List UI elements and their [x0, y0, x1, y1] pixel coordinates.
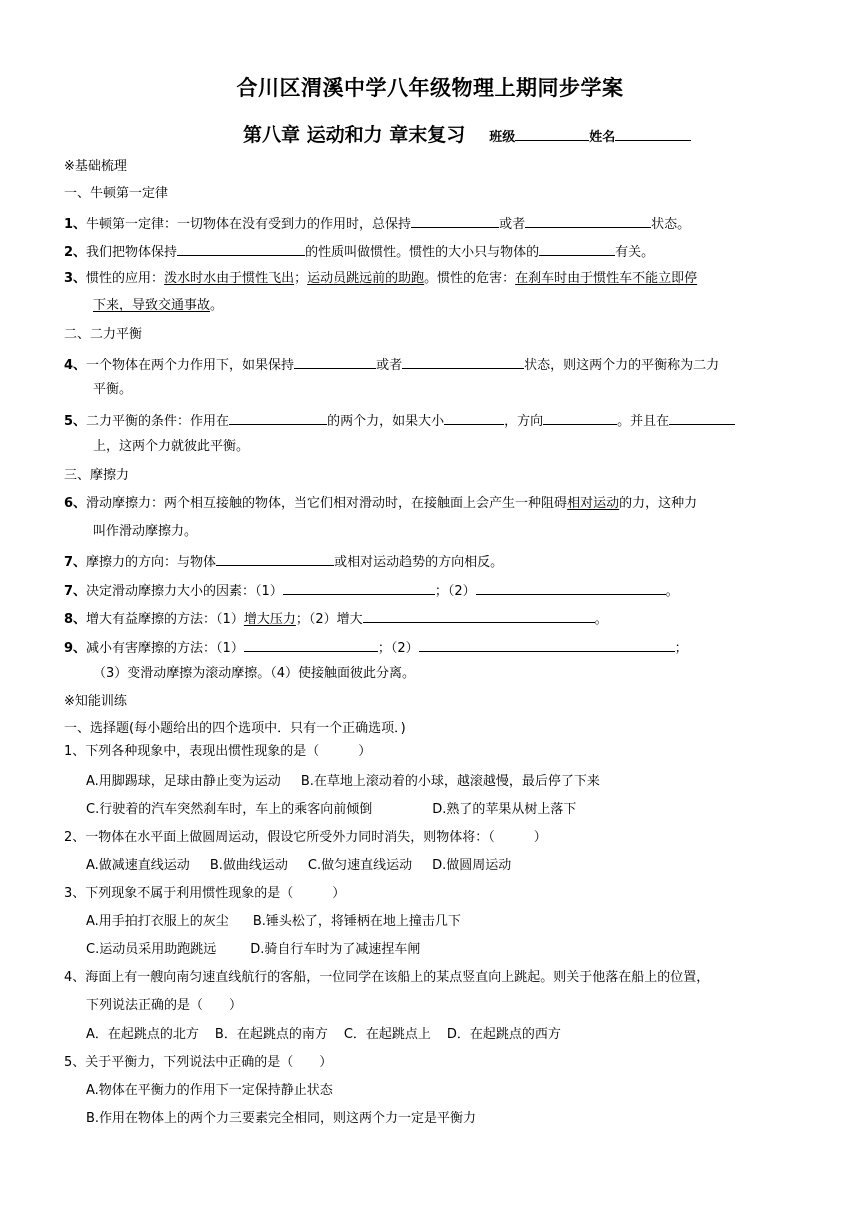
- question-9: 9、减小有害摩擦的方法：（1） ；（2） ；: [64, 637, 688, 658]
- choice-4-row: [86, 1026, 561, 1044]
- answer-blank[interactable]: [283, 580, 435, 595]
- class-label: 班级: [489, 130, 516, 145]
- part-heading-newton: 一、牛顿第一定律: [64, 186, 169, 201]
- question-5-cont: 上，这两个力就彼此平衡。: [93, 439, 250, 454]
- choice-2-stem: 2、一物体在水平面上做圆周运动，假设它所受外力同时消失，则物体将：（ ）: [64, 830, 547, 845]
- name-blank[interactable]: [615, 126, 691, 141]
- basic-heading: ※基础梳理: [64, 159, 127, 174]
- name-label: 姓名: [589, 130, 616, 145]
- answer-blank[interactable]: [177, 241, 305, 256]
- choice-5-option-a[interactable]: A.物体在平衡力的作用下一定保持静止状态: [86, 1083, 333, 1098]
- option-d[interactable]: D．在起跳点的西方: [446, 1027, 561, 1042]
- part-heading-friction: 三、摩擦力: [64, 468, 130, 483]
- question-2: 2、我们把物体保持 的性质叫做惯性。惯性的大小只与物体的 有关。: [64, 241, 654, 262]
- option-b[interactable]: B.锤头松了，将锤柄在地上撞击几下: [252, 914, 461, 929]
- answer-blank[interactable]: [363, 608, 595, 623]
- part-heading-choice: 一、选择题(每小题给出的四个选项中．只有一个正确选项．): [64, 721, 406, 736]
- answer-blank[interactable]: [294, 354, 376, 369]
- option-b[interactable]: B．在起跳点的南方: [214, 1027, 328, 1042]
- choice-3-stem: 3、下列现象不属于利用惯性现象的是（ ）: [64, 886, 346, 901]
- question-3-cont: 下来，导致交通事故。: [93, 298, 224, 313]
- answer-blank[interactable]: [411, 213, 499, 228]
- training-heading: ※知能训练: [64, 694, 127, 709]
- question-6-cont: 叫作滑动摩擦力。: [93, 524, 198, 539]
- answer-blank[interactable]: [244, 637, 378, 652]
- question-7: 7、摩擦力的方向：与物体 或相对运动趋势的方向相反。: [64, 551, 503, 572]
- choice-5-stem: 5、关于平衡力，下列说法中正确的是（ ）: [64, 1055, 333, 1070]
- answer-blank[interactable]: [402, 354, 524, 369]
- page-title: 合川区渭溪中学八年级物理上期同步学案: [236, 76, 624, 100]
- class-blank[interactable]: [515, 126, 589, 141]
- option-a[interactable]: A．在起跳点的北方: [86, 1027, 199, 1042]
- question-9-cont: （3）变滑动摩擦为滚动摩擦。（4）使接触面彼此分离。: [93, 666, 416, 681]
- option-b[interactable]: B.做曲线运动: [209, 858, 288, 873]
- choice-4-stem: 4、海面上有一艘向南匀速直线航行的客船，一位同学在该船上的某点竖直向上跳起。则关于他落在船上的位置，: [64, 970, 710, 985]
- choice-3-row2: [86, 941, 420, 959]
- answer-blank[interactable]: [543, 410, 617, 425]
- question-5: 5、二力平衡的条件：作用在 的两个力，如果大小 ，方向 。并且在: [64, 410, 735, 431]
- option-d[interactable]: D.做圆周运动: [432, 858, 512, 873]
- choice-3-row1: [86, 913, 461, 931]
- question-4-cont: 平衡。: [93, 382, 133, 397]
- answer-blank[interactable]: [539, 241, 615, 256]
- question-8: 8、增大有益摩擦的方法：（1）增大压力；（2）增大 。: [64, 608, 608, 629]
- option-a[interactable]: A.用脚踢球，足球由静止变为运动: [86, 774, 281, 789]
- option-c[interactable]: C.行驶着的汽车突然刹车时，车上的乘客向前倾倒: [86, 802, 373, 817]
- option-b[interactable]: B.在草地上滚动着的小球，越滚越慢，最后停了下来: [300, 774, 600, 789]
- part-heading-balance: 二、二力平衡: [64, 327, 143, 342]
- question-3: 3、惯性的应用：泼水时水由于惯性飞出；运动员跳远前的助跑。惯性的危害：在刹车时由于惯性车不能立即停: [64, 271, 698, 286]
- choice-1-row2: [86, 801, 576, 819]
- question-6: 6、滑动摩擦力：两个相互接触的物体，当它们相对滑动时，在接触面上会产生一种阻碍相对运动的力，这种力: [64, 496, 698, 511]
- choice-5-option-b[interactable]: B.作用在物体上的两个力三要素完全相同，则这两个力一定是平衡力: [86, 1111, 477, 1126]
- answer-blank[interactable]: [525, 213, 651, 228]
- question-4: 4、一个物体在两个力作用下，如果保持 或者 状态，则这两个力的平衡称为二力: [64, 354, 719, 375]
- answer-blank[interactable]: [444, 410, 504, 425]
- option-a[interactable]: A.用手拍打衣服上的灰尘: [86, 914, 229, 929]
- option-d[interactable]: D.熟了的苹果从树上落下: [432, 802, 577, 817]
- answer-blank[interactable]: [229, 410, 327, 425]
- chapter-header: [243, 120, 691, 147]
- answer-blank[interactable]: [419, 637, 675, 652]
- choice-2-row: [86, 857, 511, 875]
- choice-4-stem-cont: 下列说法正确的是（ ）: [86, 998, 243, 1013]
- option-c[interactable]: C.做匀速直线运动: [307, 858, 413, 873]
- answer-blank[interactable]: [476, 580, 666, 595]
- option-d[interactable]: D.骑自行车时为了减速捏车闸: [250, 942, 421, 957]
- choice-1-stem: 1、下列各种现象中，表现出惯性现象的是（ ）: [64, 744, 372, 759]
- chapter-title: 第八章 运动和力 章末复习: [243, 124, 466, 146]
- answer-blank[interactable]: [669, 410, 735, 425]
- question-7b: 7、决定滑动摩擦力大小的因素：（1） ；（2） 。: [64, 580, 679, 601]
- question-1: 1、牛顿第一定律：一切物体在没有受到力的作用时，总保持 或者 状态。: [64, 213, 690, 234]
- answer-blank[interactable]: [216, 551, 334, 566]
- option-c[interactable]: C.运动员采用助跑跳远: [86, 942, 217, 957]
- option-a[interactable]: A.做减速直线运动: [86, 858, 190, 873]
- choice-1-row1: [86, 773, 600, 791]
- option-c[interactable]: C．在起跳点上: [343, 1027, 431, 1042]
